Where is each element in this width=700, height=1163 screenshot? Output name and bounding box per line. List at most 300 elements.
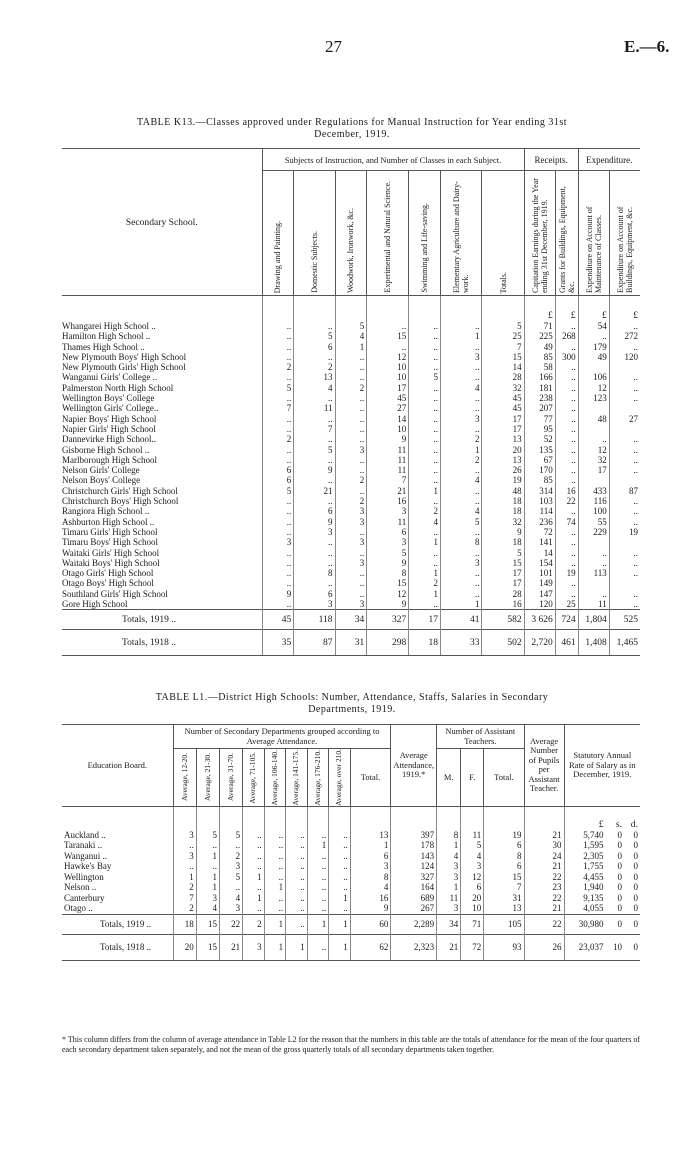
cell-value: 11 (578, 599, 609, 610)
leader (232, 372, 262, 382)
cell-value: .. (196, 861, 219, 872)
cell-value: .. (329, 861, 351, 872)
cell-value: .. (262, 393, 294, 403)
cell-value: .. (609, 372, 640, 382)
cell-value: 12 (461, 872, 484, 883)
cell-value: .. (578, 589, 609, 599)
cell-value: 2 (262, 362, 294, 372)
cell-value: 67 (524, 455, 555, 465)
cell-value: 26 (524, 934, 564, 960)
cell-value: 0 (617, 903, 622, 914)
cell-value: 3 (437, 861, 461, 872)
cell-value: 27 (367, 403, 409, 413)
cell-value: .. (409, 465, 441, 475)
cell-value: 1 (437, 840, 461, 851)
board-name: Totals, 1919 .. (62, 914, 153, 934)
cell-value: 5 (367, 548, 409, 558)
cell-value: 5 (262, 486, 294, 496)
cell-value: .. (440, 321, 482, 331)
unit-maintenance: £ (578, 296, 609, 322)
cell-value: 16 (367, 496, 409, 506)
cell-value: .. (555, 342, 578, 352)
cell-value: 5 (482, 321, 524, 331)
leader (232, 424, 262, 434)
cell-value: 1 (307, 840, 329, 851)
cell-value: .. (409, 434, 441, 444)
cell-value: .. (173, 861, 196, 872)
cell-value: .. (294, 414, 335, 424)
cell-value: 3 (440, 352, 482, 362)
cell-value: 103 (524, 496, 555, 506)
cell-value: .. (609, 393, 640, 403)
leader (232, 321, 262, 331)
table-row (62, 414, 640, 424)
leader (153, 903, 173, 914)
cell-value: .. (409, 321, 441, 331)
school-name: Whangarei High School .. (62, 321, 156, 331)
cell-value: 1 (196, 851, 219, 862)
cell-value: .. (609, 321, 640, 331)
school-name: Christchurch Boys' High School (62, 496, 179, 507)
cell-value: 14 (482, 362, 524, 372)
cell-value: 30 (524, 840, 564, 851)
board-name: Wanganui .. (64, 850, 108, 861)
cell-value: .. (409, 352, 441, 362)
leader (232, 517, 262, 527)
cell-value: .. (409, 599, 441, 610)
leader (232, 475, 262, 485)
cell-value: .. (409, 331, 441, 341)
cell-value: .. (262, 599, 294, 610)
l1-attendance-header (243, 749, 265, 807)
leader (153, 861, 173, 872)
cell-value: .. (262, 548, 294, 558)
cell-value: .. (286, 914, 308, 934)
cell-value: 327 (367, 610, 409, 630)
cell-value: .. (409, 342, 441, 352)
cell-value: 0 (633, 861, 638, 872)
cell-value: .. (555, 455, 578, 465)
cell-value (578, 537, 609, 547)
cell-value: .. (262, 558, 294, 568)
cell-value: 45 (367, 393, 409, 403)
cell-value: 71 (524, 321, 555, 331)
cell-value: 77 (524, 414, 555, 424)
cell-value: .. (555, 537, 578, 547)
cell-value: .. (555, 506, 578, 516)
cell-value: .. (329, 872, 351, 883)
cell-value: 25 (482, 331, 524, 341)
cell-value: 87 (609, 486, 640, 496)
cell-value: 238 (524, 393, 555, 403)
cell-value: 5 (262, 383, 294, 393)
cell-value: 4 (461, 851, 484, 862)
cell-value: 2 (335, 496, 367, 506)
cell-value: 35 (262, 630, 294, 656)
cell-value: .. (409, 403, 441, 413)
cell-value: .. (264, 903, 286, 914)
cell-value: 9 (482, 527, 524, 537)
table-row (62, 403, 640, 413)
school-name: Dannevirke High School.. (62, 434, 156, 445)
cell-value: .. (440, 424, 482, 434)
cell-value: .. (555, 372, 578, 382)
cell-value: .. (555, 527, 578, 537)
leader (232, 393, 262, 403)
cell-value: .. (440, 342, 482, 352)
cell-value: 23 (524, 882, 564, 893)
cell-value: 8 (437, 830, 461, 841)
cell-value: 31 (335, 630, 367, 656)
cell-value: 4 (440, 475, 482, 485)
cell-value: .. (307, 861, 329, 872)
cell-value: 1 (196, 872, 219, 883)
cell-value: 1,804 (578, 610, 609, 630)
cell-value: 6 (294, 506, 335, 516)
table-l1-title-line2: Departments, 1919. (308, 704, 396, 715)
cell-value: 2 (294, 362, 335, 372)
cell-value: 2,289 (391, 914, 437, 934)
cell-value: 85 (524, 475, 555, 485)
school-name: Wellington Boys' College (62, 393, 155, 404)
cell-value: 3 (219, 861, 242, 872)
cell-value: .. (286, 830, 308, 841)
table-row (62, 830, 640, 841)
cell-value: 4,455 (564, 872, 605, 883)
k13-column-label: Capitation Earnings during the Year ending 31st December, 1919. (530, 178, 549, 293)
cell-value: 55 (578, 517, 609, 527)
cell-value: 14 (524, 548, 555, 558)
cell-value: 502 (482, 630, 524, 656)
cell-value: .. (294, 475, 335, 485)
leader (232, 599, 262, 610)
cell-value: 2 (335, 383, 367, 393)
cell-value: 6 (461, 882, 484, 893)
cell-value: 41 (440, 610, 482, 630)
cell-value: 1 (264, 914, 286, 934)
cell-value: 2,305 (564, 851, 605, 862)
cell-value: .. (262, 578, 294, 588)
leader (232, 558, 262, 568)
cell-value: 2 (219, 851, 242, 862)
cell-value (578, 578, 609, 588)
col-secondary-school: Secondary School. (62, 149, 262, 296)
cell-value: 5 (461, 840, 484, 851)
cell-value: .. (329, 840, 351, 851)
cell-value: 3 (335, 445, 367, 455)
board-name: Wellington (64, 871, 104, 882)
cell-value: 34 (437, 914, 461, 934)
cell-value: 225 (524, 331, 555, 341)
cell-value: 15 (482, 558, 524, 568)
cell-value: 3 (335, 599, 367, 610)
cell-value: 18 (409, 630, 441, 656)
cell-value: .. (609, 506, 640, 516)
cell-value: 5 (335, 321, 367, 331)
cell-value: .. (329, 830, 351, 841)
cell-value: .. (578, 558, 609, 568)
unit-pounds: £ (564, 806, 605, 830)
leader (232, 486, 262, 496)
cell-value: 1 (335, 342, 367, 352)
table-k13-title-line1: TABLE K13.—Classes approved under Regulations for Manual Instruction for Year ending 31st (136, 117, 568, 128)
cell-value: 1 (286, 934, 308, 960)
cell-value: 0 (617, 840, 622, 851)
l1-attendance-label: Average, 141-175. (291, 749, 301, 806)
cell-value: 19 (484, 830, 524, 841)
cell-value: 1 (264, 882, 286, 893)
cell-value: 13 (482, 455, 524, 465)
cell-value: 3 626 (524, 610, 555, 630)
cell-value: 461 (555, 630, 578, 656)
cell-value: 1 (440, 331, 482, 341)
cell-value: 116 (578, 496, 609, 506)
table-row (62, 465, 640, 475)
board-name: Nelson .. (64, 882, 97, 893)
cell-value: 106 (578, 372, 609, 382)
l1-attendance-header (219, 749, 242, 807)
cell-value: 17 (482, 424, 524, 434)
cell-value: 21 (524, 830, 564, 841)
l1-attendance-label: Average, 106-140. (269, 749, 279, 806)
cell-value: .. (196, 840, 219, 851)
l1-attendance-label: Average, 31-70. (226, 753, 236, 802)
cell-value: 120 (524, 599, 555, 610)
cell-value: .. (555, 578, 578, 588)
board-name: Totals, 1918 .. (62, 934, 153, 960)
l1-attendance-label: Average, 176-210. (312, 749, 322, 806)
cell-value: 3 (219, 903, 242, 914)
cell-value: 2 (409, 578, 441, 588)
cell-value: 95 (524, 424, 555, 434)
cell-value: 16 (350, 893, 391, 904)
cell-value: .. (578, 331, 609, 341)
cell-value: 72 (524, 527, 555, 537)
table-row (62, 589, 640, 599)
cell-value: .. (440, 527, 482, 537)
col-statutory-salary: Statutory Annual Rate of Salary as in December, 1919. (564, 725, 640, 807)
col-average-attendance: Average Attendance, 1919.* (391, 725, 437, 807)
cell-value: .. (294, 578, 335, 588)
l1-attendance-label: Average, 12-20. (179, 753, 189, 802)
leader (232, 445, 262, 455)
cell-value: 20 (482, 445, 524, 455)
cell-value: 28 (482, 372, 524, 382)
cell-value: 3 (335, 506, 367, 516)
cell-value: 13 (350, 830, 391, 841)
cell-value: 207 (524, 403, 555, 413)
leader (153, 882, 173, 893)
cell-value: 2,720 (524, 630, 555, 656)
cell-value: 1 (243, 893, 265, 904)
cell-value: 6 (350, 851, 391, 862)
cell-value: 13 (294, 372, 335, 382)
cell-value: .. (335, 578, 367, 588)
cell-value (609, 578, 640, 588)
cell-value: .. (440, 496, 482, 506)
cell-value: 4 (196, 903, 219, 914)
cell-value: 4 (440, 383, 482, 393)
cell-value: 272 (609, 331, 640, 341)
k13-column-label: Expenditure on Account of Buildings, Equipment, &c. (615, 206, 634, 293)
cell-value: .. (264, 893, 286, 904)
group-receipts: Receipts. (524, 149, 578, 171)
cell-value: 11 (367, 517, 409, 527)
cell-value: .. (335, 589, 367, 599)
cell-value: .. (294, 537, 335, 547)
cell-value: 0 (633, 829, 638, 840)
cell-value: 17 (367, 383, 409, 393)
cell-value: .. (555, 445, 578, 455)
cell-value: 49 (524, 342, 555, 352)
leader (232, 403, 262, 413)
cell-value: 3 (440, 558, 482, 568)
cell-value: 0 (606, 914, 624, 934)
cell-value: 7 (482, 342, 524, 352)
table-row (62, 362, 640, 372)
cell-value: 15 (484, 872, 524, 883)
cell-value: .. (294, 548, 335, 558)
cell-value: 45 (482, 403, 524, 413)
cell-value: .. (555, 414, 578, 424)
table-l1-title-line1: TABLE L1.—District High Schools: Number, Attendance, Staffs, Salaries in Secondary (155, 692, 549, 703)
table-row (62, 610, 640, 630)
cell-value: 3 (367, 537, 409, 547)
unit-capitation: £ (524, 296, 555, 322)
cell-value: 4 (437, 851, 461, 862)
cell-value: .. (440, 589, 482, 599)
cell-value: .. (578, 434, 609, 444)
cell-value: 1 (440, 599, 482, 610)
unit-pence: d. (630, 818, 638, 830)
cell-value: .. (335, 465, 367, 475)
cell-value: 6 (367, 527, 409, 537)
cell-value: 1,408 (578, 630, 609, 656)
cell-value: 87 (294, 630, 335, 656)
school-name: Wellington Girls' College.. (62, 403, 159, 414)
cell-value: 120 (609, 352, 640, 362)
cell-value: 17 (482, 414, 524, 424)
cell-value: 11 (461, 830, 484, 841)
table-row (62, 548, 640, 558)
cell-value: .. (609, 568, 640, 578)
cell-value (578, 424, 609, 434)
cell-value: .. (307, 872, 329, 883)
group-departments: Number of Secondary Departments grouped according to Average Attendance. (173, 725, 391, 749)
cell-value: .. (264, 840, 286, 851)
l1-attendance-header (264, 749, 286, 807)
cell-value: 5 (482, 548, 524, 558)
cell-value: 32 (578, 455, 609, 465)
cell-value: .. (262, 342, 294, 352)
cell-value: 2 (440, 434, 482, 444)
cell-value: .. (555, 393, 578, 403)
cell-value: .. (286, 903, 308, 914)
cell-value: 300 (555, 352, 578, 362)
cell-value: .. (329, 882, 351, 893)
cell-value: 0 (617, 861, 622, 872)
k13-column-label: Domestic Subjects. (309, 231, 319, 293)
leader (232, 352, 262, 362)
cell-value: .. (335, 455, 367, 465)
table-row (62, 568, 640, 578)
cell-value: 6 (484, 840, 524, 851)
cell-value: 525 (609, 610, 640, 630)
school-name: Nelson Girls' College (62, 465, 140, 476)
cell-value: .. (243, 851, 265, 862)
leader (153, 934, 173, 960)
l1-attendance-header (196, 749, 219, 807)
school-name: Wanganui Girls' College .. (62, 372, 158, 383)
cell-value: .. (294, 496, 335, 506)
cell-value: 5 (294, 331, 335, 341)
cell-value: .. (243, 840, 265, 851)
cell-value: 314 (524, 486, 555, 496)
board-name: Taranaki .. (64, 840, 103, 851)
page-reference: E.—6. (624, 37, 670, 56)
school-name: Waitaki Boys' High School (62, 557, 160, 568)
cell-value: 22 (555, 496, 578, 506)
cell-value: .. (409, 393, 441, 403)
cell-value: .. (243, 861, 265, 872)
cell-value: .. (335, 548, 367, 558)
cell-value: .. (264, 830, 286, 841)
group-subjects: Subjects of Instruction, and Number of Classes in each Subject. (262, 149, 524, 171)
cell-value: .. (286, 840, 308, 851)
board-name: Canterbury (64, 892, 105, 903)
leader (153, 914, 173, 934)
cell-value: 9 (367, 558, 409, 568)
cell-value: 9 (350, 903, 391, 914)
cell-value: 11 (367, 455, 409, 465)
cell-value: .. (440, 486, 482, 496)
cell-value: 5 (196, 830, 219, 841)
table-row (62, 861, 640, 872)
cell-value: 10 (367, 372, 409, 382)
cell-value: .. (335, 372, 367, 382)
cell-value: .. (264, 851, 286, 862)
cell-value: 1 (264, 934, 286, 960)
cell-value: .. (409, 527, 441, 537)
cell-value: 0 (617, 829, 622, 840)
cell-value: 6 (294, 342, 335, 352)
cell-value (609, 537, 640, 547)
cell-value: 4 (219, 893, 242, 904)
cell-value: 21 (524, 903, 564, 914)
cell-value: 85 (524, 352, 555, 362)
cell-value: 1 (329, 893, 351, 904)
cell-value: .. (335, 527, 367, 537)
cell-value: .. (440, 362, 482, 372)
school-name: Ashburton High School .. (62, 516, 155, 527)
cell-value: .. (262, 445, 294, 455)
cell-value: .. (262, 527, 294, 537)
cell-value: 0 (633, 882, 638, 893)
cell-value: .. (335, 403, 367, 413)
cell-value: 5 (440, 517, 482, 527)
cell-value: .. (609, 342, 640, 352)
cell-value: .. (335, 414, 367, 424)
leader (232, 578, 262, 588)
cell-value: .. (294, 352, 335, 362)
cell-value: .. (335, 424, 367, 434)
cell-value: 1 (307, 914, 329, 934)
cell-value: .. (307, 903, 329, 914)
cell-value: 2,323 (391, 934, 437, 960)
leader (232, 331, 262, 341)
col-teachers-total: Total. (484, 749, 524, 807)
cell-value: 6 (262, 475, 294, 485)
